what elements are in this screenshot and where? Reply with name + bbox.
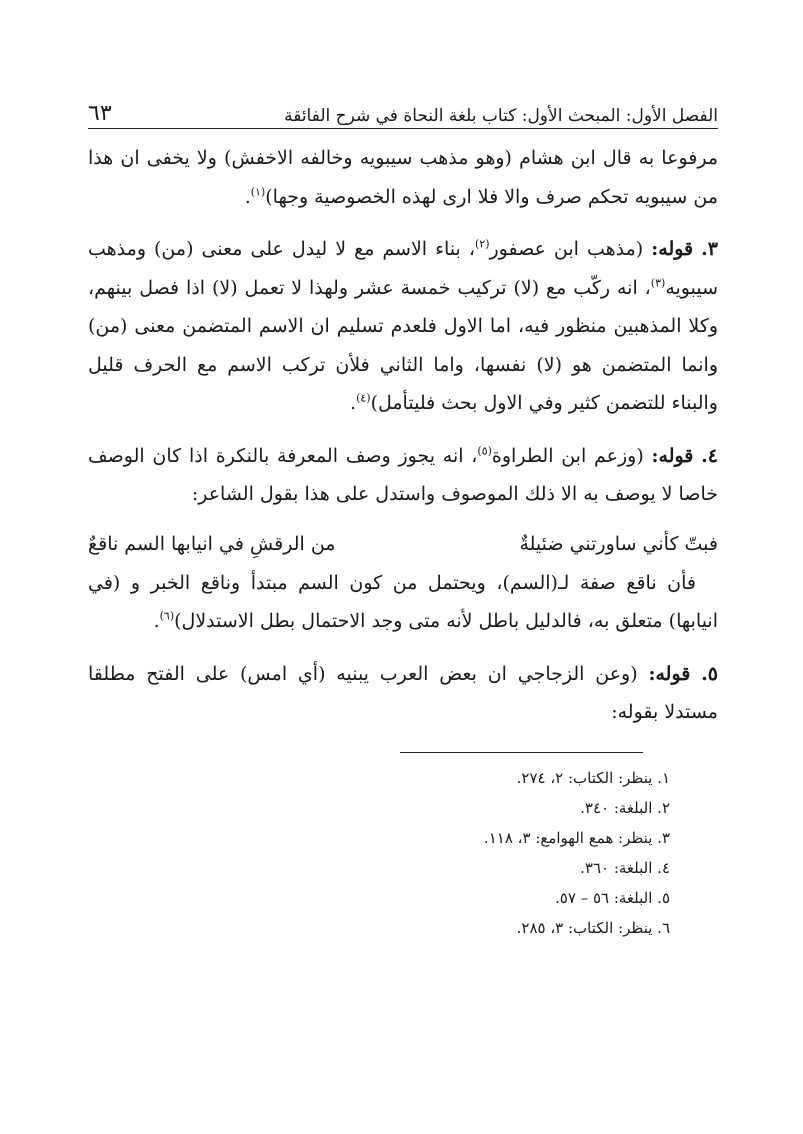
paragraph-text: مرفوعا به قال ابن هشام (وهو مذهب سيبويه وخالفه الاخفش) ولا يخفى ان هذا من سيبويه تحكم صرف والا فلا ارى لهذه الخصوصية وجها) (88, 147, 718, 208)
paragraph-continuation (88, 139, 718, 216)
paragraph-section-4 (88, 437, 718, 514)
section-number: ٥. (701, 662, 718, 685)
footnote-item: ٥. البلغة: ٥٦ – ٥٧. (554, 888, 670, 907)
paragraph-section-3 (88, 230, 718, 423)
paragraph-text: (وزعم ابن الطراوة (491, 444, 652, 467)
section-number: ٣. (701, 238, 719, 260)
poetry-verse (88, 524, 718, 564)
paragraph-text: ، انه ركّب مع (لا) تركيب خمسة عشر ولهذا لا تعمل (لا) اذا فصل بينهم، وكلا المذهبين منظور فيه، اما الاول فلعدم تسليم ان الاسم المتضمن معنى (من) وانما المتضمن هو (لا) نفسها، واما الثاني فلأن تركب الاسم مع الحرف قليل والبناء للتضمن كثير وفي الاول بحث فليتأمل) (88, 276, 718, 414)
footnote-item: ٦. ينظر: الكتاب: ٣، ٢٨٥. (516, 918, 670, 937)
header-title: الفصل الأول: المبحث الأول: كتاب بلغة النحاة في شرح الفائقة (284, 106, 718, 126)
paragraph-text: ، بناء الاسم مع لا ليدل على معنى (من) ومذهب سيبويه (88, 238, 718, 299)
section-keyword: قوله: (651, 238, 694, 260)
footnote-ref-6[interactable]: (٦) (159, 609, 175, 623)
paragraph-text: (وعن الزجاجي ان بعض العرب يبنيه (أي امس) على الفتح مطلقا مستدلا بقوله: (88, 662, 718, 723)
paragraph-verse-commentary (88, 564, 718, 641)
paragraph-text: (مذهب ابن عصفور (489, 238, 652, 260)
section-keyword: قوله: (651, 444, 694, 467)
footnote-item: ٣. ينظر: همع الهوامع: ٣، ١١٨. (483, 828, 670, 847)
footnote-ref-3[interactable]: (٣) (650, 276, 666, 290)
header-divider (88, 128, 718, 129)
footnote-ref-5[interactable]: (٥) (477, 444, 492, 458)
paragraph-section-5 (88, 655, 718, 732)
footnote-item: ٤. البلغة: ٣٦٠. (580, 858, 670, 877)
page-number: ٦٣ (88, 101, 112, 126)
section-number: ٤. (701, 444, 718, 467)
paragraph-text: ، انه يجوز وصف المعرفة بالنكرة اذا كان الوصف خاصا لا يوصف به الا ذلك الموصوف واستدل على هذا بقول الشاعر: (88, 444, 718, 505)
paragraph-text: . (153, 610, 160, 632)
footnote-ref-1[interactable]: (١) (250, 185, 266, 199)
paragraph-text: . (350, 392, 357, 414)
footnote-item: ٢. البلغة: ٣٤٠. (580, 798, 670, 817)
footnotes-list (88, 763, 718, 943)
footnote-item: ١. ينظر: الكتاب: ٢، ٢٧٤. (516, 768, 670, 787)
footnote-ref-4[interactable]: (٤) (356, 391, 371, 405)
running-header (88, 86, 718, 126)
paragraph-text: فأن ناقع صفة لـ(السم)، ويحتمل من كون السم مبتدأ وناقع الخبر و (في انيابها) متعلق به، فالدليل باطل لأنه متى وجد الاحتمال بطل الاستدلال) (88, 571, 718, 632)
footnote-divider (400, 752, 643, 753)
verse-first-hemistich: فبتّ كأني ساورتني ضئيلةٌ (519, 532, 718, 555)
page (88, 86, 718, 943)
section-keyword: قوله: (648, 662, 691, 685)
paragraph-text: . (244, 185, 251, 208)
verse-second-hemistich: من الرقشِ في انيابها السم ناقعٌ (88, 532, 336, 555)
footnote-ref-2[interactable]: (٢) (474, 237, 490, 251)
